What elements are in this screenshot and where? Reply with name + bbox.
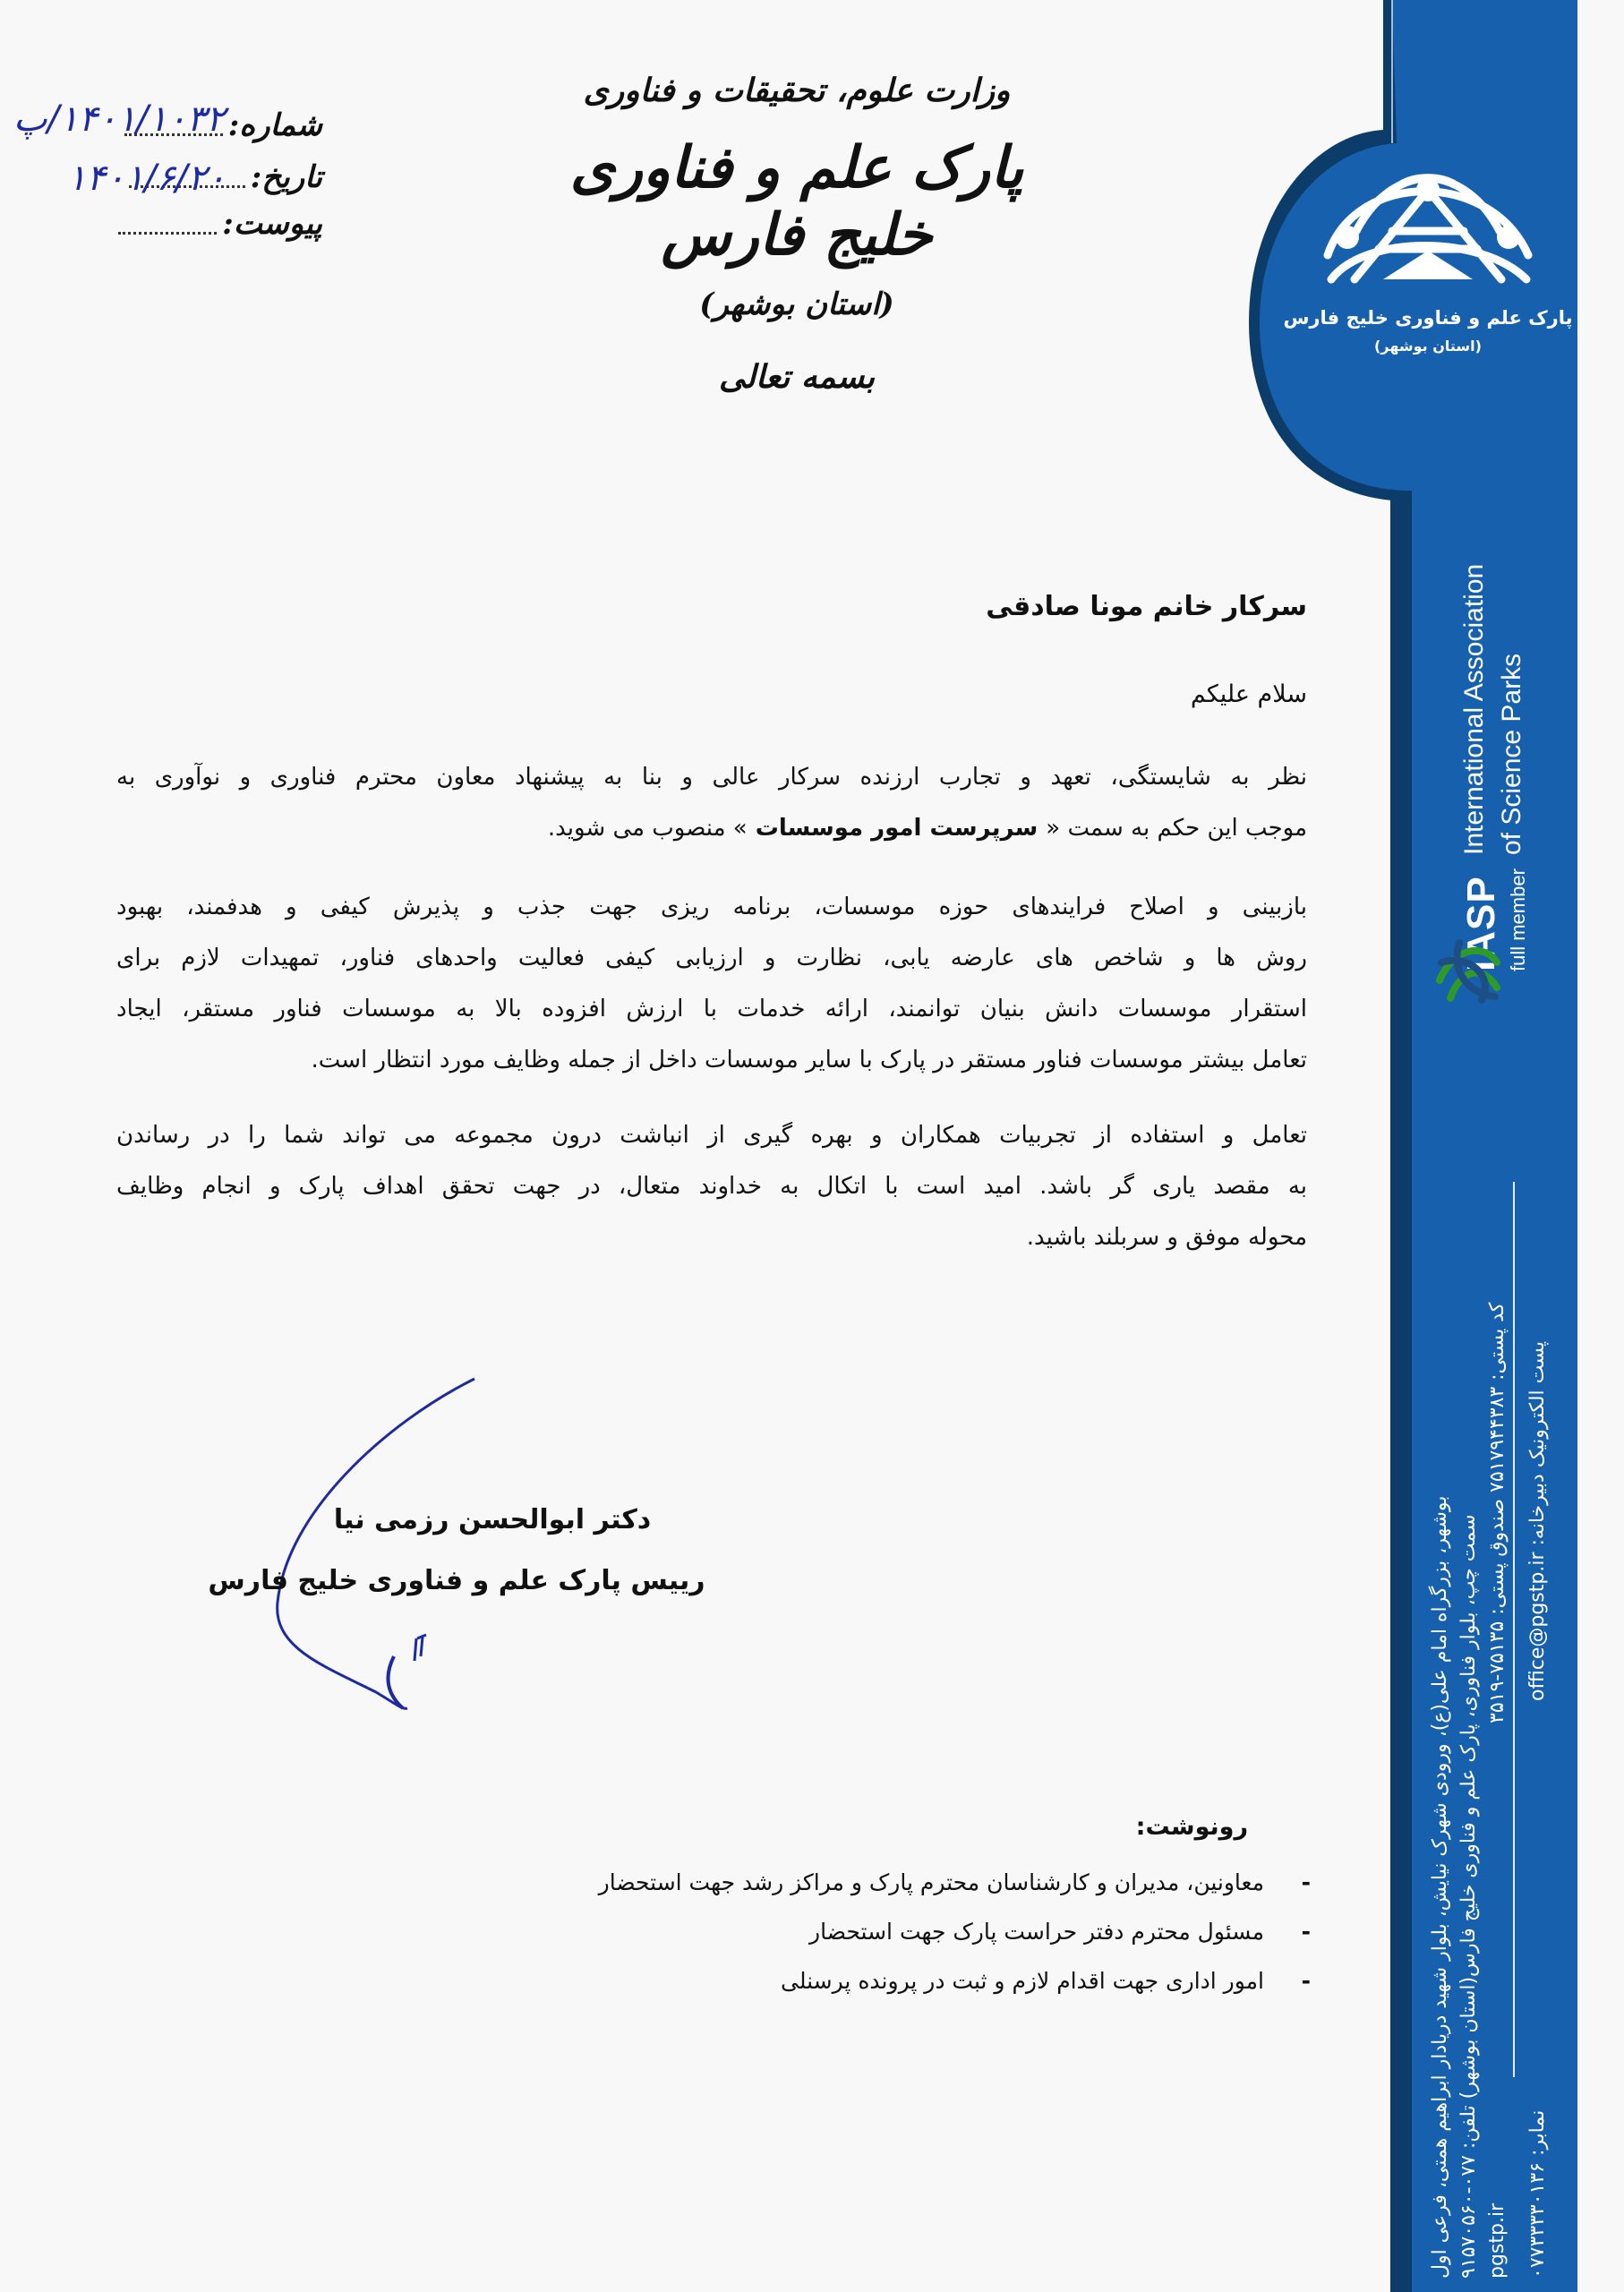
cc-item-text: مسئول محترم دفتر حراست پارک جهت استحضار — [809, 1919, 1264, 1945]
bismillah: بسمه تعالی — [718, 358, 876, 396]
iasp-acronym-text: IASP — [1459, 876, 1503, 971]
date-value: ۱۴۰۱/۶/۲۰ — [67, 158, 227, 199]
paragraph-line: به مقصد یاری گر باشد. امید است با اتکال به خداوند متعال، در جهت تحقق اهداف پارک و انجام وظایف — [116, 1173, 1307, 1200]
cc-item-text: معاونین، مدیران و کارشناسان محترم پارک و مراکز رشد جهت استحضار — [598, 1869, 1264, 1895]
paragraph-appointment — [116, 752, 1307, 854]
date-label: تاریخ: — [250, 159, 322, 195]
paragraph-line: تعامل بیشتر موسسات فناور مستقر در پارک با سایر موسسات داخل از جمله وظایف مورد انتظار است. — [311, 1047, 1307, 1073]
cc-item — [599, 1858, 1311, 1907]
handwritten-signature — [251, 1370, 483, 1710]
park-logo — [1249, 0, 1577, 537]
paragraph-line: بازبینی و اصلاح فرایندهای حوزه موسسات، برنامه ریزی جهت جذب و پذیرش کیفی و هدفمند، بهبود — [116, 894, 1307, 920]
iasp-member — [1507, 868, 1530, 971]
page-right-margin — [1577, 0, 1624, 2292]
park-name: پارک علم و فناوری خلیج فارس — [569, 134, 1024, 269]
address-line2: سمت چپ، بلوار فناوری، پارک علم و فناوری خلیج فارس(استان بوشهر) تلفن: ۰۷۷-۹۱۵۷۰۵۶۰ — [1457, 1514, 1480, 2279]
attachment-row — [113, 206, 322, 242]
cc-bullet: - — [1301, 1919, 1311, 1945]
logo-province: (استان بوشهر) — [1374, 338, 1482, 355]
cc-list — [599, 1858, 1311, 2006]
iasp-line1-text: International Association — [1459, 563, 1489, 855]
cc-bullet: - — [1301, 1968, 1311, 1994]
address-line1: بوشهر، بزرگراه امام علی(ع)، ورودی شهرک نیایش، بلوار شهید دریادار ابراهیم همتی، فرعی اول — [1429, 1495, 1451, 2279]
fax-line: نمابر: ۰۷۷۳۳۳۳۰۱۳۶ — [1526, 2109, 1549, 2279]
signatory-title: رییس پارک علم و فناوری خلیج فارس — [208, 1565, 705, 1596]
signatory-name: دکتر ابوالحسن رزمی نیا — [333, 1504, 652, 1535]
cc-title: رونوشت: — [1135, 1813, 1248, 1841]
email-line[interactable]: پست الکترونیک دبیرخانه: office@pgstp.ir — [1526, 1341, 1549, 1701]
greeting: سلام علیکم — [1190, 680, 1307, 708]
website-link[interactable]: pgstp.ir — [1486, 2202, 1509, 2279]
appointment-suffix: » منصوب می شوید. — [547, 815, 748, 842]
attachment-label: پیوست: — [222, 206, 322, 242]
ministry-name: وزارت علوم، تحقیقات و فناوری — [583, 72, 1011, 109]
recipient: سرکار خانم مونا صادقی — [986, 591, 1307, 622]
iasp-member-text: full member — [1507, 868, 1529, 971]
iasp-name-line1 — [1459, 564, 1490, 855]
iasp-name-line2 — [1497, 654, 1527, 855]
letterhead — [537, 72, 1056, 396]
paragraph-line: نظر به شایستگی، تعهد و تجارب ارزنده سرکار عالی و بنا به پیشنهاد معاون محترم فناوری و نوآوری به — [116, 764, 1307, 791]
paragraph-closing — [116, 1110, 1307, 1263]
address-line3: کد پستی: ۷۵۱۷۹۴۴۳۸۳ صندوق پستی: ۷۵۱۳۵-۳۵۱۹ — [1486, 1302, 1509, 1723]
iasp-line2-text: of Science Parks — [1497, 653, 1526, 855]
paragraph-line: روش ها و شاخص های عارضه یابی، نظارت و ارزیابی کیفی فعالیت واحدهای فناور، تمهیدات لازم برای — [116, 945, 1307, 971]
paragraph-line: استقرار موسسات دانش بنیان توانمند، ارائه خدمات با ارزش افزوده بالا به موسسات فناور مستقر، ایجاد — [116, 996, 1307, 1022]
cc-item — [599, 1956, 1311, 2006]
cc-bullet: - — [1301, 1869, 1311, 1895]
paragraph-line: تعامل و استفاده از تجربیات همکاران و بهره گیری از انباشت درون مجموعه می تواند شما را در رساندن — [116, 1122, 1307, 1149]
park-logo-graphic — [1249, 0, 1577, 537]
attachment-dots — [118, 232, 217, 235]
appointment-prefix: موجب این حکم به سمت « — [1046, 815, 1307, 842]
paragraph-duties — [116, 882, 1307, 1086]
iasp-globe-icon — [1432, 936, 1504, 1007]
cc-item — [599, 1907, 1311, 1956]
number-label: شماره: — [227, 107, 322, 143]
paragraph-line: محوله موفق و سربلند باشید. — [1026, 1224, 1307, 1251]
cc-item-text: امور اداری جهت اقدام لازم و ثبت در پرونده پرسنلی — [781, 1968, 1264, 1994]
paragraph-line — [116, 803, 1307, 854]
sidebar-divider — [1513, 1182, 1515, 2077]
letter-meta — [13, 90, 322, 251]
position-title: سرپرست امور موسسات — [747, 815, 1047, 842]
logo-park-name: پارک علم و فناوری خلیج فارس — [1283, 307, 1573, 329]
province-name: (استان بوشهر) — [699, 286, 894, 322]
number-value: ۱۴۰۱/۱۰۳۲/پ — [13, 98, 226, 140]
